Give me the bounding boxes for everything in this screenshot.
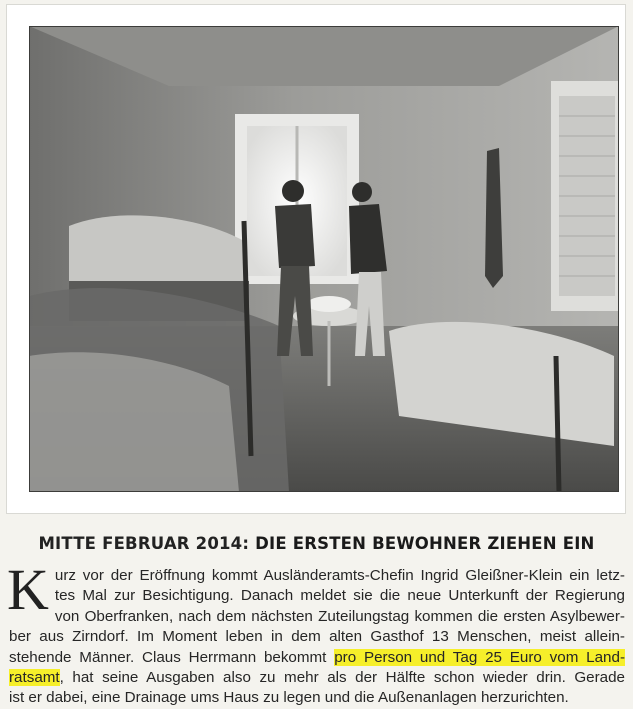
article-headline — [0, 534, 633, 553]
article-line-6 — [9, 668, 625, 688]
highlighted-text-2: ratsamt — [9, 669, 60, 687]
photo-frame — [6, 4, 626, 514]
highlighted-text-1: pro Person und Tag 25 Euro vom Land- — [334, 648, 625, 666]
headline-title: DIE ERSTEN BEWOHNER ZIEHEN EIN — [255, 534, 595, 553]
article-line-3: von Oberfranken, nach dem nächsten Zuteilungstag kommen die ersten Asylbewer- — [54, 607, 625, 625]
article-body — [7, 557, 625, 709]
room-photo-illustration — [29, 26, 619, 492]
article-line-5-text: stehende Männer. Claus Herrmann bekommt — [9, 648, 335, 666]
article-line-5 — [9, 648, 625, 668]
room-photo — [29, 26, 619, 492]
article-line-6-text: , hat seine Ausgaben also zu mehr als der Hälfte schon wieder drin. Gerade — [59, 669, 625, 687]
article-line-1: urz vor der Eröffnung kommt Ausländeramts-Chefin Ingrid Gleißner-Klein ein letz- — [54, 567, 625, 584]
article-line-7: ist er dabei, eine Drainage ums Haus zu legen und die Außenanlagen herzurichten. — [9, 689, 569, 707]
drop-cap: K — [7, 557, 49, 622]
headline-date: MITTE FEBRUAR 2014: — [38, 534, 250, 553]
article-line-4: ber aus Zirndorf. Im Moment leben in dem alten Gasthof 13 Menschen, meist allein- — [9, 628, 625, 646]
article-line-2: tes Mal zur Besichtigung. Danach meldet sie die neue Unterkunft der Regierung — [54, 587, 625, 605]
